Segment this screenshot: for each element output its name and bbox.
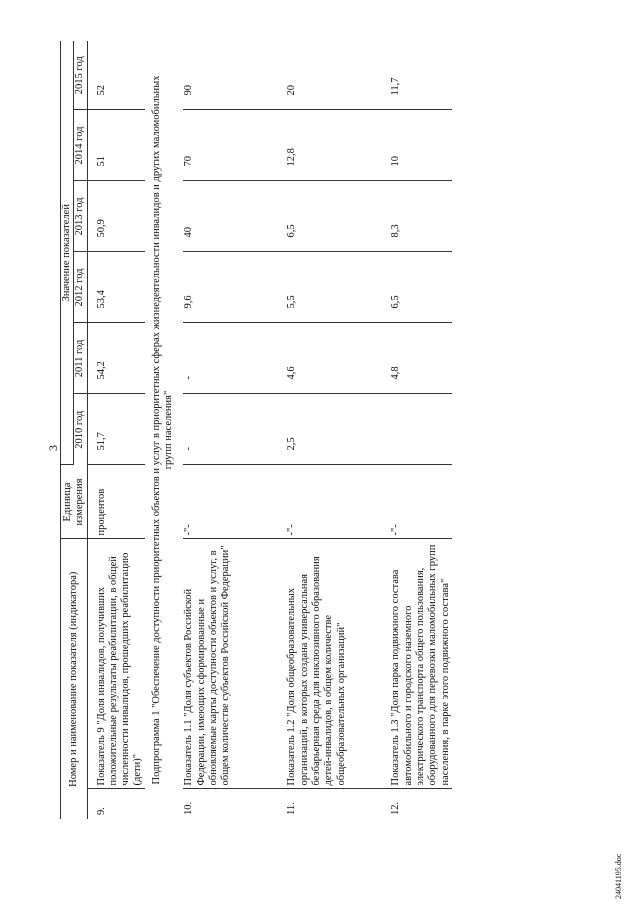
value-cell: 11,7 [390,41,451,110]
value-cell: 52 [87,41,145,110]
value-cell: 12,8 [286,110,390,181]
subprogram-title: Подпрограмма 1 "Обеспечение доступности приоритетных объектов и услуг в приоритетных сферах жизнедеятельности инвалидов и других маломобильных групп населения" [150,75,175,785]
header-indicator: Номер и наименование показателя (индикатора) [61,539,88,819]
value-cell: 4,8 [390,323,451,394]
indicator-name: Показатель 1.1 "Доля субъектов Российской Федерации, имеющих сформированные и обновляемые карты доступности объектов и услуг, в общем количестве субъектов Российской Федерации" [183,539,286,789]
page-number: 3 [46,445,60,451]
indicator-name: Показатель 9 "Доля инвалидов, получивших положительные результаты реабилитации, в общей численности инвалидов, прошедших реабилитацию (дети)" [87,539,145,789]
value-cell: 10 [390,110,451,181]
header-year: 2013 год [74,181,87,252]
unit-cell: -"- [183,465,286,539]
header-year: 2014 год [74,110,87,181]
table-row [183,41,286,819]
value-cell: - [183,394,286,465]
header-year: 2015 год [74,41,87,110]
indicators-table [60,41,452,819]
value-cell: 5,5 [286,252,390,323]
value-cell: 20 [286,41,390,110]
unit-cell: -"- [286,465,390,539]
value-cell: 51,7 [87,394,145,465]
value-cell [390,394,451,465]
value-cell: 2,5 [286,394,390,465]
header-year: 2010 год [74,394,87,465]
unit-cell: процентов [87,465,145,539]
value-cell: 8,3 [390,181,451,252]
value-cell: 50,9 [87,181,145,252]
row-number: 9. [95,807,107,815]
value-cell: 90 [183,41,286,110]
unit-cell: -"- [390,465,451,539]
file-name-footer: 24041195.doc [614,853,623,899]
value-cell: 54,2 [87,323,145,394]
table-row [87,41,145,819]
value-cell: 40 [183,181,286,252]
row-number: 12. [390,801,402,815]
value-cell: 53,4 [87,252,145,323]
value-cell: 6,5 [390,252,451,323]
value-cell: 4,6 [286,323,390,394]
value-cell: 70 [183,110,286,181]
header-year: 2011 год [74,323,87,394]
value-cell: 6,5 [286,181,390,252]
value-cell: 51 [87,110,145,181]
row-number: 10. [183,801,195,815]
value-cell: 9,6 [183,252,286,323]
indicator-name: Показатель 1.2 "Доля общеобразовательных организаций, в которых создана универсальная безбарьерная среда для инклюзивного образования детей-инвалидов, в общем количестве общеобразовательных организаций" [286,539,390,789]
value-cell: - [183,323,286,394]
header-values: Значение показателей [61,41,74,465]
header-year: 2012 год [74,252,87,323]
indicator-name: Показатель 1.3 "Доля парка подвижного состава автомобильного и городского наземного электрического транспорта общего пользования, оборудованного для перевозки маломобильных групп населения, в парке этого подвижного состава" [390,539,451,789]
header-unit: Единица измерения [61,465,88,539]
row-number: 11. [286,802,298,815]
table-row [286,41,390,819]
subprogram-row [145,41,184,819]
table-row [390,41,451,819]
